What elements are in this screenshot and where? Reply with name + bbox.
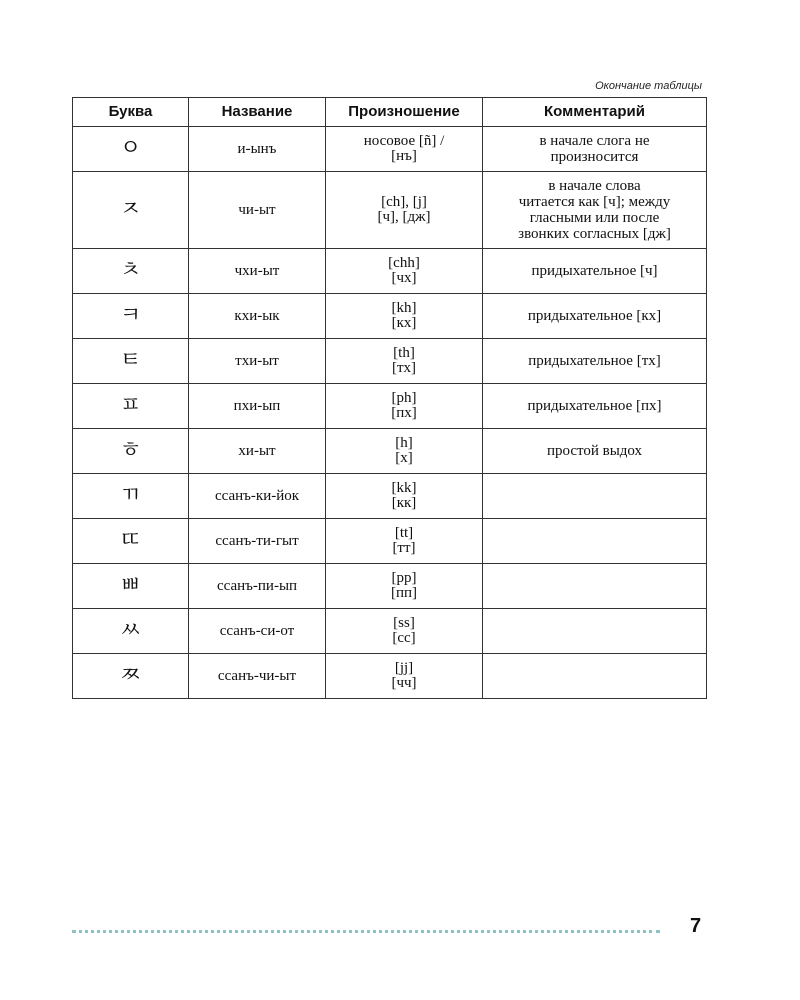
pronunciation-cell: [chh] [чх] [326,249,483,294]
table-row [73,429,707,474]
comment-cell [483,474,707,519]
comment-cell [483,654,707,699]
comment-cell [483,564,707,609]
pronunciation-cell: [th] [тх] [326,339,483,384]
name-cell: хи-ыт [189,429,326,474]
letter-cell: ㅈ [73,172,189,249]
comment-cell: придыхательное [кх] [483,294,707,339]
pronunciation-cell: [ph] [пх] [326,384,483,429]
table-row [73,339,707,384]
name-cell: и-ынъ [189,127,326,172]
header-letter: Буква [73,98,189,127]
table-row [73,384,707,429]
letter-cell: ㄲ [73,474,189,519]
comment-cell: в начале слога не произносится [483,127,707,172]
table-row [73,127,707,172]
comment-cell [483,519,707,564]
name-cell: ссанъ-ки-йок [189,474,326,519]
name-cell: чхи-ыт [189,249,326,294]
name-cell: пхи-ып [189,384,326,429]
letter-cell: ㅉ [73,654,189,699]
pronunciation-cell: [jj] [чч] [326,654,483,699]
header-name: Название [189,98,326,127]
name-cell: ссанъ-си-от [189,609,326,654]
letter-cell: ㅃ [73,564,189,609]
table-row [73,654,707,699]
name-cell: чи-ыт [189,172,326,249]
table-header-row [73,98,707,127]
table-row [73,249,707,294]
name-cell: ссанъ-чи-ыт [189,654,326,699]
letter-cell: ㅊ [73,249,189,294]
letter-cell: ㅇ [73,127,189,172]
header-pronunciation: Произношение [326,98,483,127]
table-continuation-caption: Окончание таблицы [595,80,702,92]
letter-cell: ㄸ [73,519,189,564]
comment-cell [483,609,707,654]
pronunciation-cell: [ch], [j] [ч], [дж] [326,172,483,249]
comment-cell: придыхательное [пх] [483,384,707,429]
pronunciation-cell: носовое [ñ] / [нъ] [326,127,483,172]
table-row [73,609,707,654]
comment-cell: придыхательное [ч] [483,249,707,294]
comment-cell: простой выдох [483,429,707,474]
name-cell: кхи-ык [189,294,326,339]
letter-cell: ㅌ [73,339,189,384]
comment-cell: придыхательное [тх] [483,339,707,384]
pronunciation-cell: [pp] [пп] [326,564,483,609]
name-cell: ссанъ-ти-гыт [189,519,326,564]
footer-dotted-line [72,930,660,933]
pronunciation-cell: [kk] [кк] [326,474,483,519]
pronunciation-cell: [tt] [тт] [326,519,483,564]
table-row [73,519,707,564]
header-comment: Комментарий [483,98,707,127]
letter-cell: ㅎ [73,429,189,474]
table-row [73,172,707,249]
name-cell: тхи-ыт [189,339,326,384]
name-cell: ссанъ-пи-ып [189,564,326,609]
consonants-table [72,97,707,699]
table-row [73,564,707,609]
letter-cell: ㅍ [73,384,189,429]
table-row [73,294,707,339]
pronunciation-cell: [kh] [кх] [326,294,483,339]
page-number: 7 [690,915,702,937]
pronunciation-cell: [ss] [сс] [326,609,483,654]
comment-cell: в начале слова читается как [ч]; между гласными или после звонких согласных [дж] [483,172,707,249]
letter-cell: ㅆ [73,609,189,654]
pronunciation-cell: [h] [х] [326,429,483,474]
letter-cell: ㅋ [73,294,189,339]
table-row [73,474,707,519]
